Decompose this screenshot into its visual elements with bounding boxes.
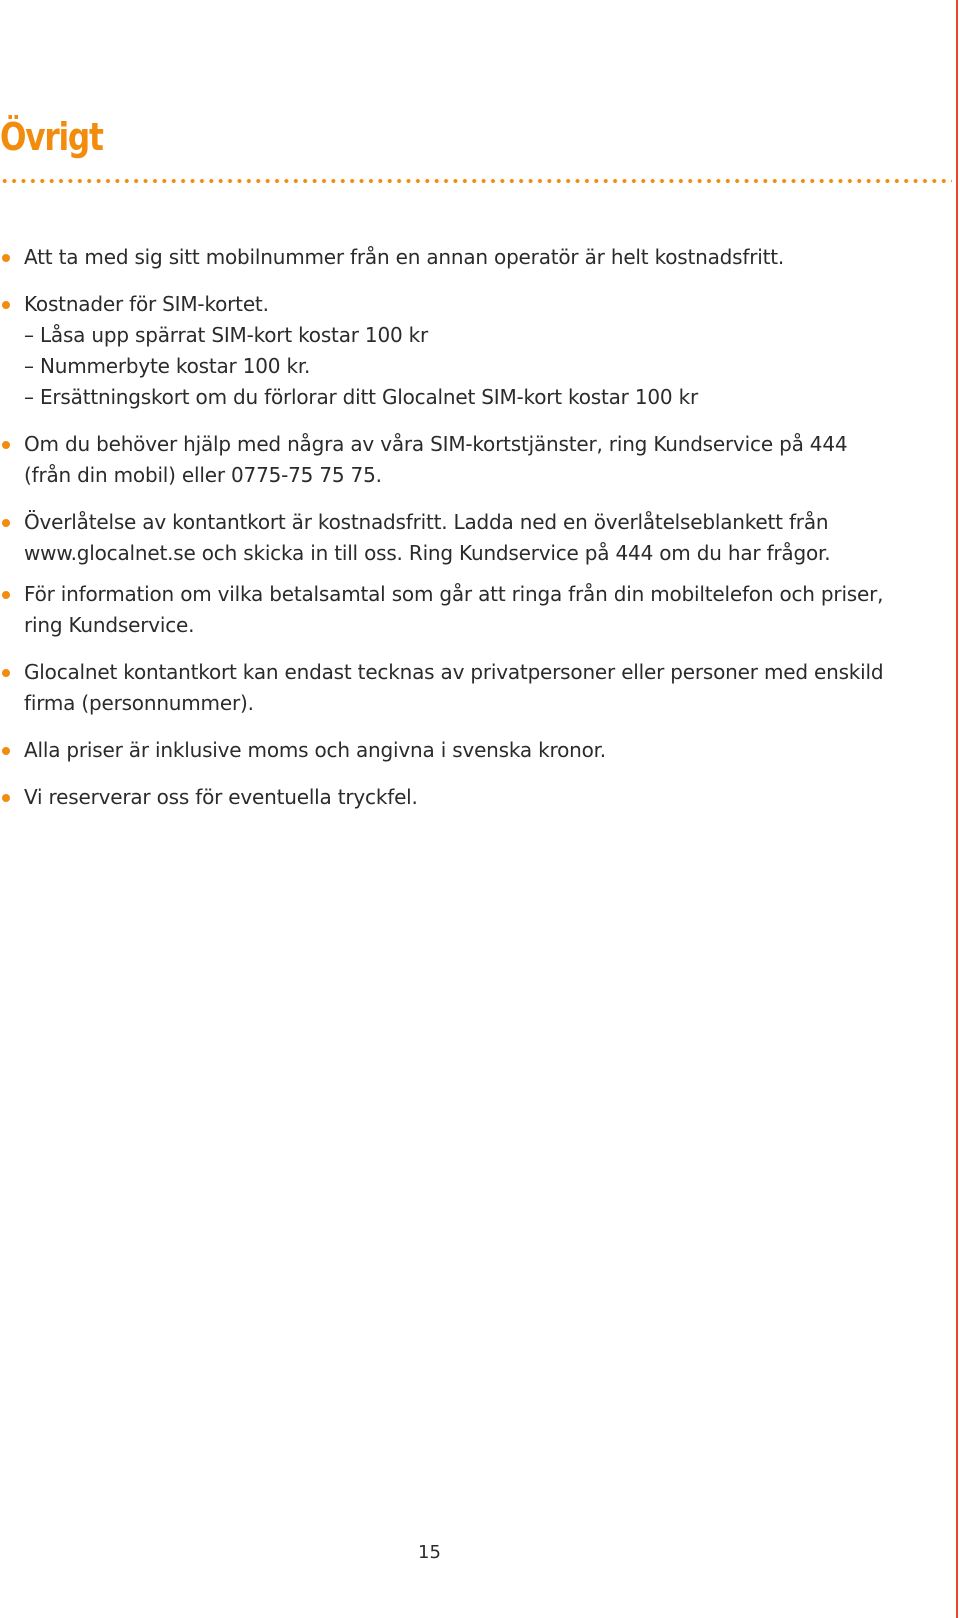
list-item-text: Om du behöver hjälp med några av våra SIM-kortstjänster, ring Kundservice på 444 (från din mobil) eller 0775-75 75 75.	[24, 432, 848, 487]
list-item	[0, 782, 900, 813]
info-list	[0, 242, 900, 829]
list-item-text: Glocalnet kontantkort kan endast tecknas av privatpersoner eller personer med enskild firma (personnummer).	[24, 660, 884, 715]
bullet-icon	[2, 301, 10, 309]
list-item-text: För information om vilka betalsamtal som går att ringa från din mobiltelefon och priser, ring Kundservice.	[24, 582, 884, 637]
page-number: 15	[418, 1542, 441, 1563]
list-item-text: Alla priser är inklusive moms och angivna i svenska kronor.	[24, 738, 606, 762]
bullet-icon	[2, 591, 10, 599]
page-title: Övrigt	[0, 115, 103, 159]
bullet-icon	[2, 747, 10, 755]
bullet-icon	[2, 519, 10, 527]
list-item	[0, 735, 900, 766]
bullet-icon	[2, 441, 10, 449]
list-item-text: Att ta med sig sitt mobilnummer från en annan operatör är helt kostnadsfritt.	[24, 245, 785, 269]
sublist-item: – Ersättningskort om du förlorar ditt Glocalnet SIM-kort kostar 100 kr	[24, 385, 698, 409]
sublist	[24, 320, 900, 413]
list-item-text: Vi reserverar oss för eventuella tryckfel.	[24, 785, 418, 809]
list-item	[0, 507, 900, 569]
list-item	[0, 289, 900, 413]
list-item	[0, 657, 900, 719]
list-item	[0, 579, 900, 641]
bullet-icon	[2, 254, 10, 262]
sublist-item: – Låsa upp spärrat SIM-kort kostar 100 kr	[24, 323, 429, 347]
right-edge-rule	[956, 0, 958, 1618]
sublist-item: – Nummerbyte kostar 100 kr.	[24, 354, 311, 378]
list-item-text: Överlåtelse av kontantkort är kostnadsfritt. Ladda ned en överlåtelseblankett från www.glocalnet.se och skicka in till oss. Ring Kundservice på 444 om du har frågor.	[24, 510, 831, 565]
list-item	[0, 242, 900, 273]
bullet-icon	[2, 669, 10, 677]
dotted-divider	[0, 178, 952, 184]
list-item-text: Kostnader för SIM-kortet.	[24, 292, 269, 316]
list-item	[0, 429, 900, 491]
bullet-icon	[2, 794, 10, 802]
